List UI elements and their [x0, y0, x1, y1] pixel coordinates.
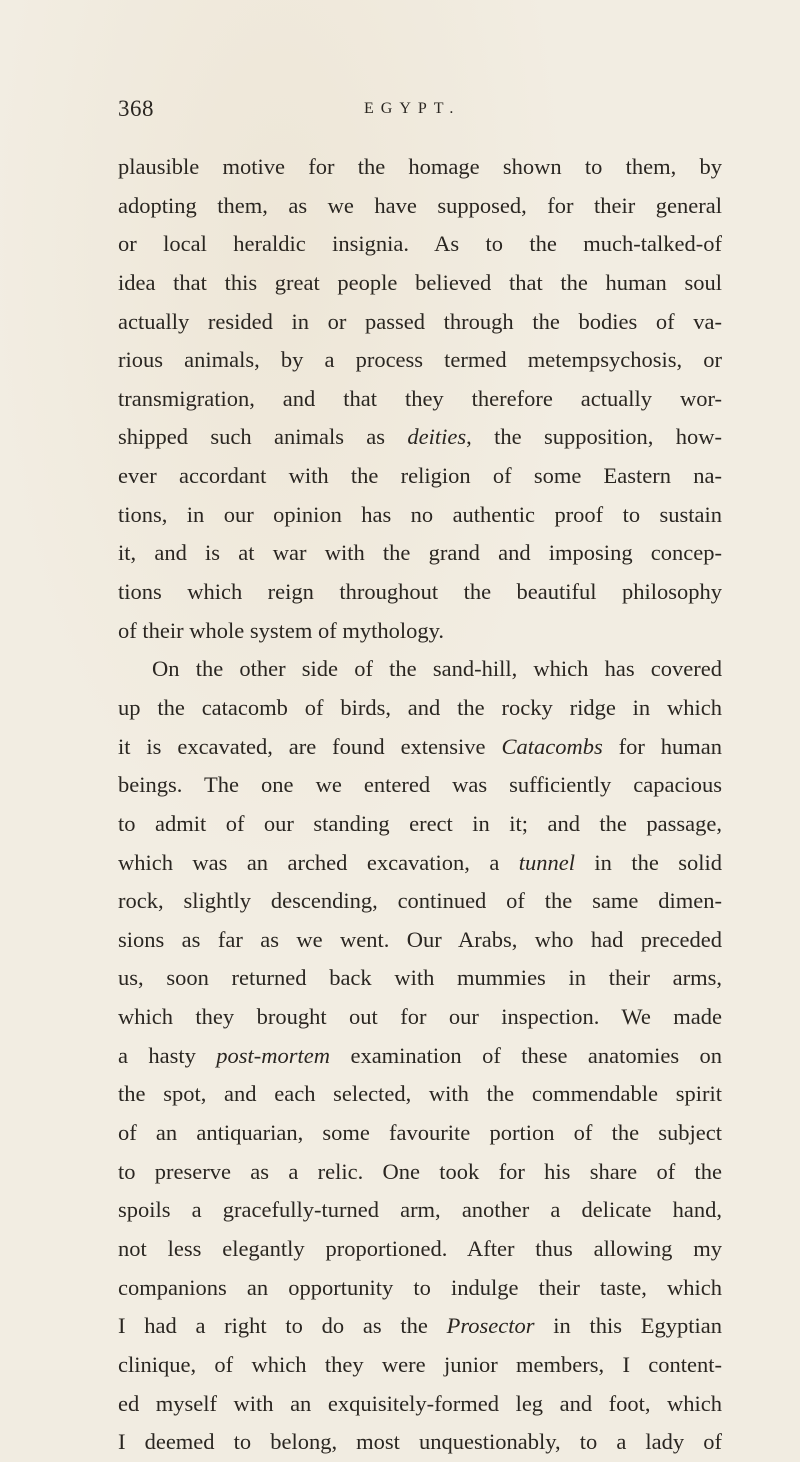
text-line: [118, 1423, 722, 1462]
text-line: [118, 1230, 722, 1269]
text-line: [118, 1075, 722, 1114]
text-line: [118, 959, 722, 998]
text-line: [118, 882, 722, 921]
text-line: [118, 534, 722, 573]
text-segment: the spot, and each selected, with the commendable spirit: [118, 1081, 722, 1107]
text-segment: to admit of our standing erect in it; and the passage,: [118, 810, 722, 836]
text-line: [118, 187, 722, 226]
text-segment: it is excavated, are found extensive: [118, 733, 502, 759]
text-segment: I had a right to do as the: [118, 1313, 447, 1339]
body-text: [118, 148, 722, 1462]
text-segment: for human: [602, 733, 722, 759]
text-segment: rious animals, by a process termed metempsychosis, or: [118, 347, 722, 373]
italic-word: Prosector: [446, 1313, 535, 1339]
text-line: [118, 766, 722, 805]
text-segment: tions which reign throughout the beautiful philosophy: [118, 579, 722, 605]
text-line: [118, 1114, 722, 1153]
italic-word: tunnel: [518, 849, 575, 875]
running-head: EGYPT.: [364, 100, 461, 117]
italic-word: post-mortem: [216, 1042, 331, 1068]
text-segment: which was an arched excavation, a: [118, 849, 519, 875]
text-segment: beings. The one we entered was sufficiently capacious: [118, 772, 722, 798]
text-segment: a hasty: [118, 1042, 217, 1068]
text-line: [118, 1153, 722, 1192]
text-line: [118, 844, 722, 883]
text-line: [118, 1037, 722, 1076]
italic-word: Catacombs: [501, 733, 603, 759]
text-line: [118, 380, 722, 419]
text-line: [118, 728, 722, 767]
italic-word: deities: [407, 424, 467, 450]
text-line: [118, 225, 722, 264]
text-line: [118, 998, 722, 1037]
text-line: [118, 689, 722, 728]
text-segment: plausible motive for the homage shown to them, by: [118, 154, 722, 179]
text-line: [118, 1269, 722, 1308]
text-line: [118, 457, 722, 496]
text-line: [118, 921, 722, 960]
text-segment: idea that this great people believed that the human soul: [118, 269, 722, 295]
text-segment: spoils a gracefully-turned arm, another a delicate hand,: [118, 1197, 722, 1223]
text-segment: shipped such animals as: [118, 424, 408, 450]
text-line: [118, 303, 722, 342]
text-segment: up the catacomb of birds, and the rocky ridge in which: [118, 694, 722, 720]
text-segment: , the supposition, how-: [466, 424, 722, 450]
text-segment: us, soon returned back with mummies in their arms,: [118, 965, 722, 991]
text-segment: ed myself with an exquisitely-formed leg and foot, which: [118, 1390, 722, 1416]
text-line: [118, 418, 722, 457]
text-segment: ever accordant with the religion of some Eastern na-: [118, 463, 722, 489]
text-segment: rock, slightly descending, continued of the same dimen-: [118, 888, 722, 914]
text-line: [118, 573, 722, 612]
text-line: [118, 341, 722, 380]
text-segment: transmigration, and that they therefore actually wor-: [118, 385, 722, 411]
text-segment: to preserve as a relic. One took for his share of the: [118, 1158, 722, 1184]
text-segment: sions as far as we went. Our Arabs, who had preceded: [118, 926, 722, 952]
text-segment: or local heraldic insignia. As to the much-talked-of: [118, 231, 722, 257]
text-line: [118, 1191, 722, 1230]
text-segment: companions an opportunity to indulge their taste, which: [118, 1274, 722, 1300]
text-line: [118, 1307, 722, 1346]
text-line: [118, 805, 722, 844]
text-segment: in this Egyptian: [534, 1313, 722, 1339]
text-line: [118, 1385, 722, 1424]
text-line: [118, 264, 722, 303]
text-segment: not less elegantly proportioned. After thus allowing my: [118, 1235, 722, 1261]
text-segment: tions, in our opinion has no authentic proof to sustain: [118, 501, 722, 527]
text-segment: of an antiquarian, some favourite portion of the subject: [118, 1120, 722, 1146]
text-segment: in the solid: [575, 849, 723, 875]
text-line: [118, 496, 722, 535]
text-segment: of their whole system of mythology.: [118, 617, 444, 643]
text-segment: I deemed to belong, most unquestionably, to a lady of: [118, 1429, 722, 1455]
text-line: [118, 612, 722, 651]
text-segment: adopting them, as we have supposed, for their general: [118, 192, 722, 218]
text-segment: it, and is at war with the grand and imposing concep-: [118, 540, 722, 566]
text-segment: which they brought out for our inspection. We made: [118, 1004, 722, 1030]
text-segment: clinique, of which they were junior members, I content-: [118, 1351, 722, 1377]
page-header: [118, 96, 718, 130]
text-segment: On the other side of the sand-hill, which has covered: [152, 656, 722, 682]
text-line: [118, 148, 722, 187]
page-number: 368: [118, 96, 154, 121]
text-segment: examination of these anatomies on: [330, 1042, 722, 1068]
text-segment: actually resided in or passed through the bodies of va-: [118, 308, 722, 334]
text-line: [118, 650, 722, 689]
text-line: [118, 1346, 722, 1385]
